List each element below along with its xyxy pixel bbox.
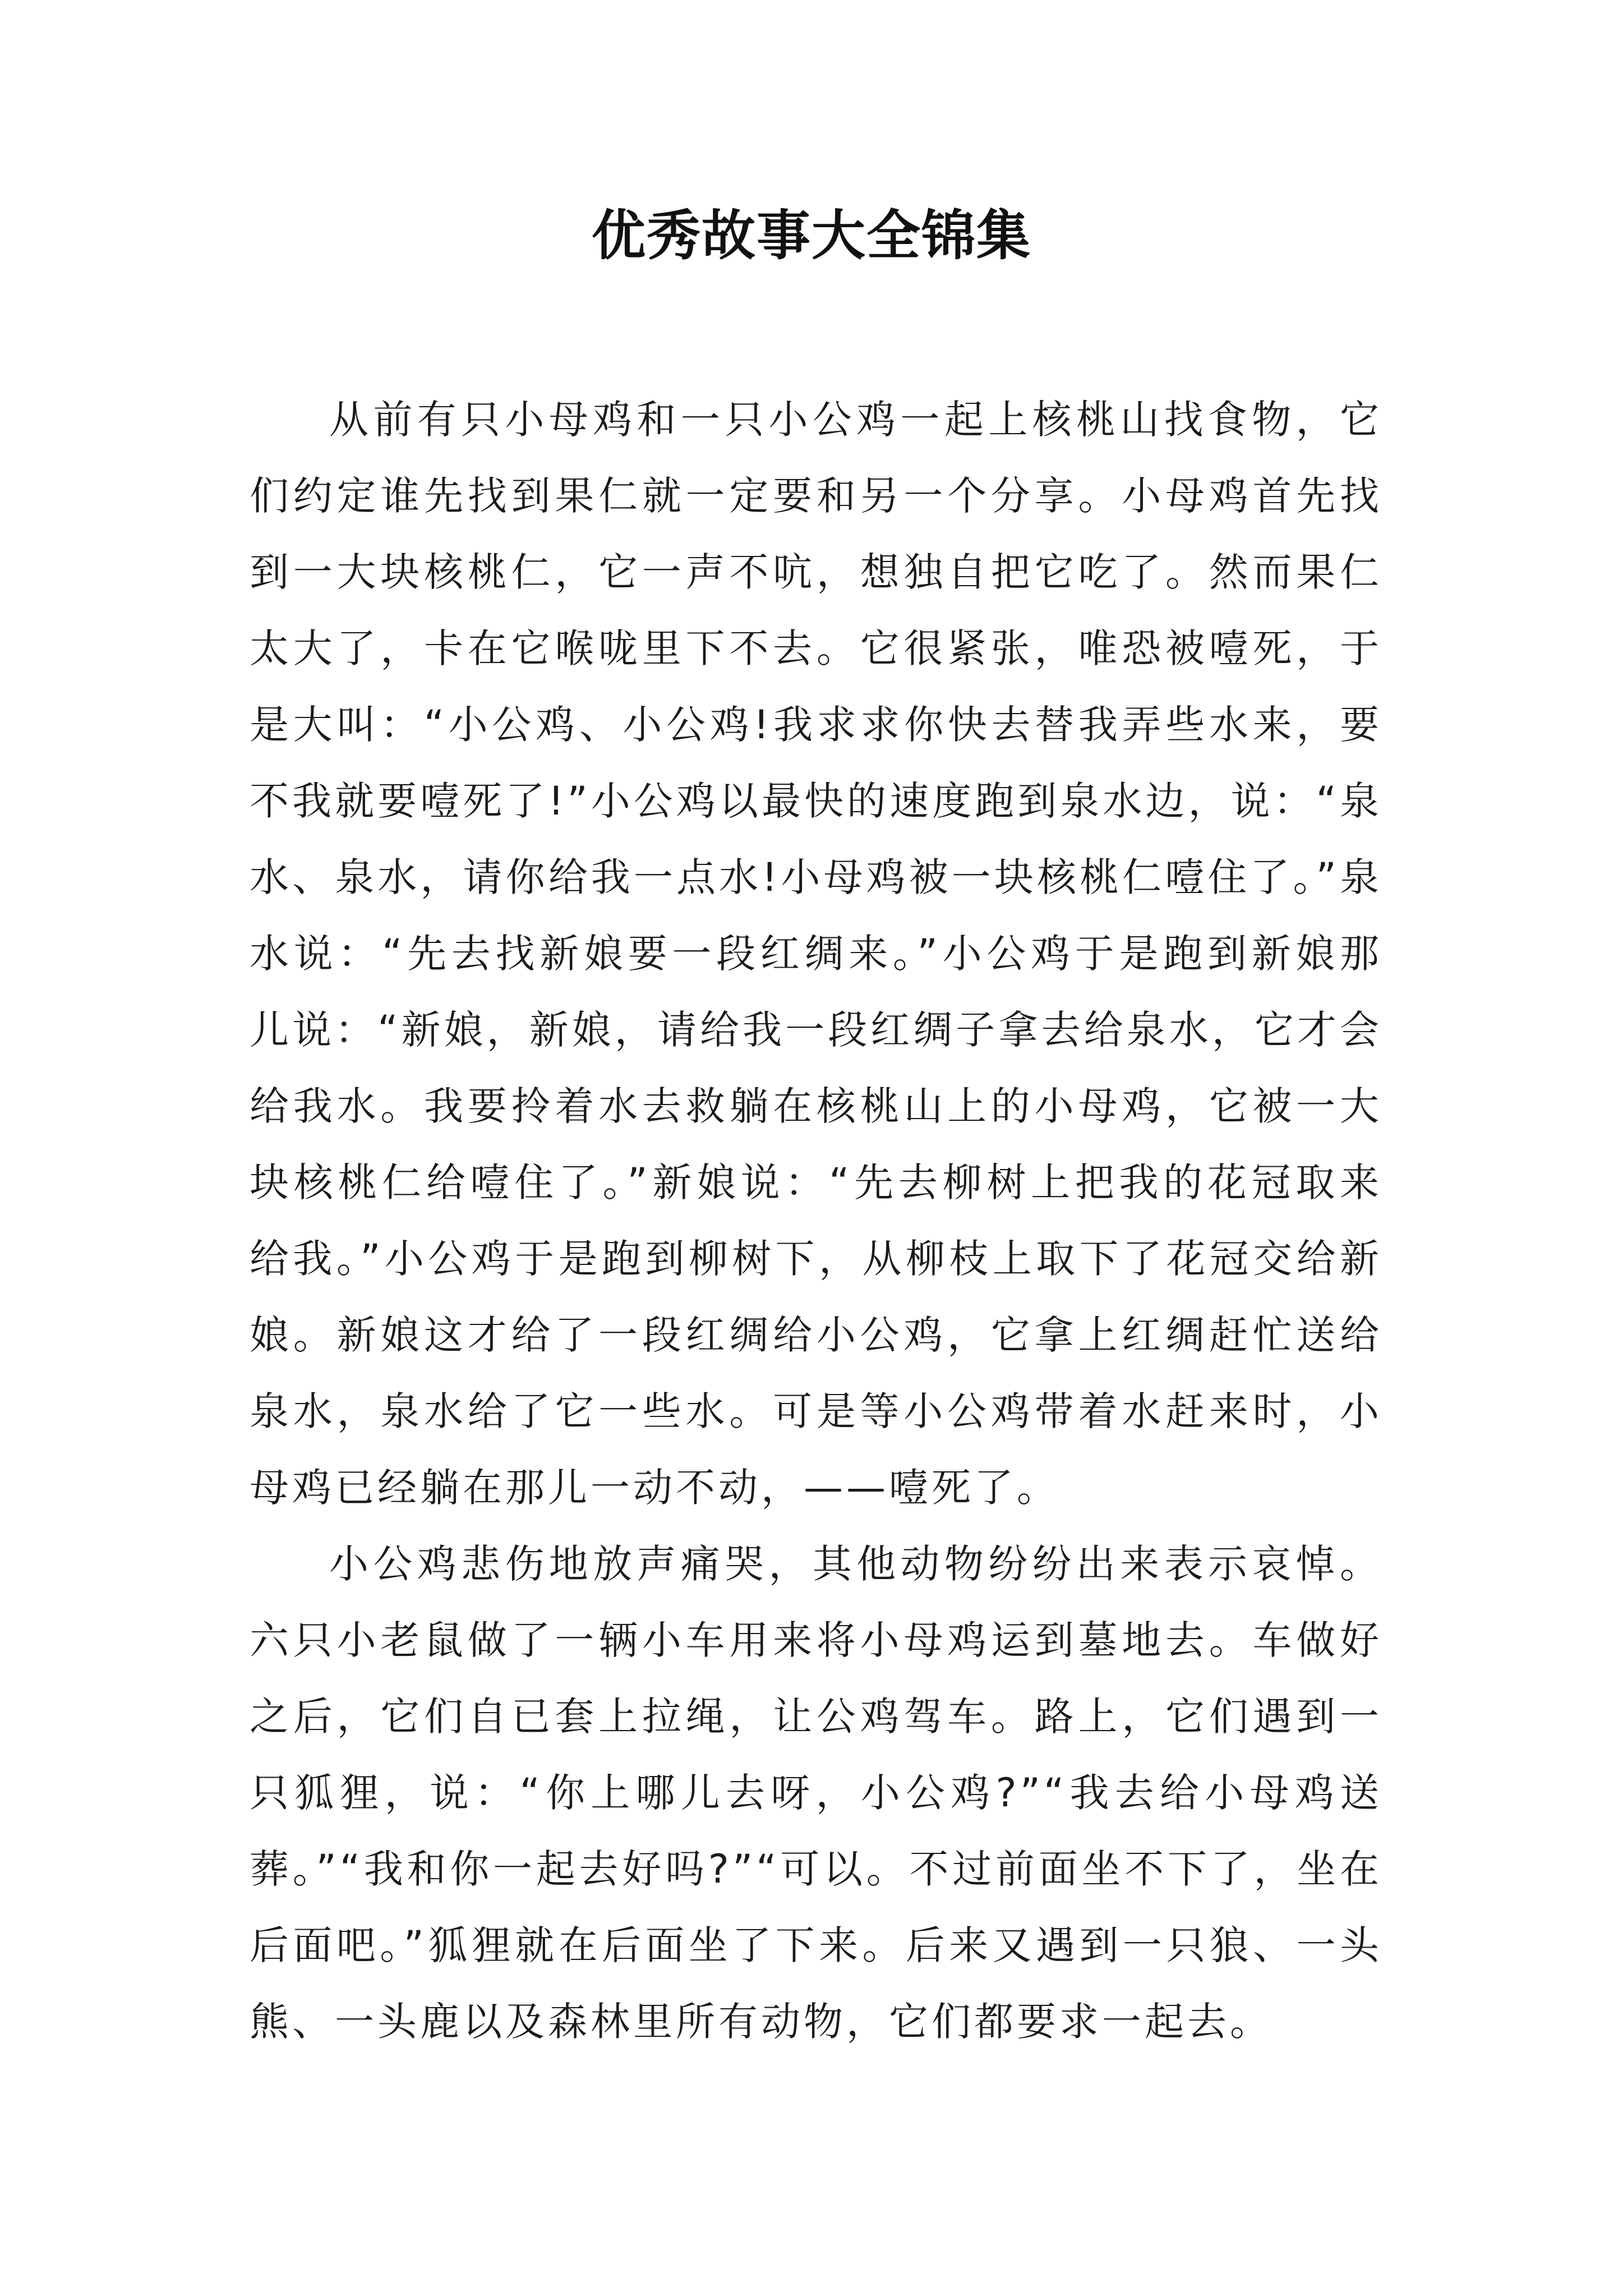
page-title: 优秀故事大全锦集 [592, 204, 1031, 267]
paragraph-1: 从前有只小母鸡和一只小公鸡一起上核桃山找食物，它们约定谁先找到果仁就一定要和另一个分享。小母鸡首先找到一大块核桃仁，它一声不吭，想独自把它吃了。然而果仁太大了，卡在它喉咙里下不去。它很紧张，唯恐被噎死，于是大叫：“小公鸡、小公鸡!我求求你快去替我弄些水来，要不我就要噎死了!”小公鸡以最快的速度跑到泉水边，说：“泉水、泉水，请你给我一点水!小母鸡被一块核桃仁噎住了。”泉水说：“先去找新娘要一段红绸来。”小公鸡于是跑到新娘那儿说：“新娘，新娘，请给我一段红绸子拿去给泉水，它才会给我水。我要拎着水去救躺在核桃山上的小母鸡，它被一大块核桃仁给噎住了。”新娘说：“先去柳树上把我的花冠取来给我。”小公鸡于是跑到柳树下，从柳枝上取下了花冠交给新娘。新娘这才给了一段红绸给小公鸡，它拿上红绸赶忙送给泉水，泉水给了它一些水。可是等小公鸡带着水赶来时，小母鸡已经躺在那儿一动不动，——噎死了。 [250, 397, 1382, 1511]
document-body [250, 381, 1382, 2060]
paragraph-2: 小公鸡悲伤地放声痛哭，其他动物纷纷出来表示哀悼。六只小老鼠做了一辆小车用来将小母鸡运到墓地去。车做好之后，它们自已套上拉绳，让公鸡驾车。路上，它们遇到一只狐狸，说：“你上哪儿去呀，小公鸡?”“我去给小母鸡送葬。”“我和你一起去好吗?”“可以。不过前面坐不下了，坐在后面吧。”狐狸就在后面坐了下来。后来又遇到一只狼、一头熊、一头鹿以及森林里所有动物，它们都要求一起去。 [250, 1541, 1382, 2045]
